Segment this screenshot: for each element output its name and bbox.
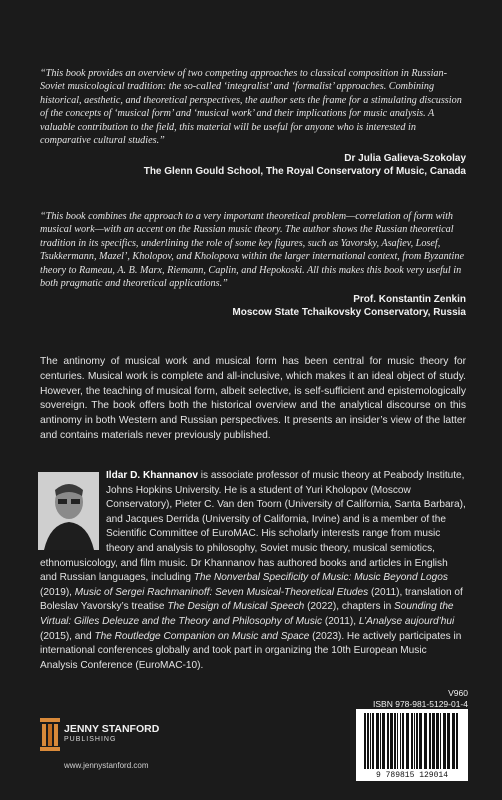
review-attribution-2 xyxy=(232,293,466,320)
bio-text: (2019), xyxy=(40,586,75,598)
reviewer-affiliation-2: Moscow State Tchaikovsky Conservatory, Russia xyxy=(232,307,466,319)
review-quote-2: “This book combines the approach to a very important theoretical problem—correlation of form with musical work—with an accent on the Russian music theory. The author shows the Russian theoretical tradition in its specifics, underlining the role of some key figures, such as Yavorsky, Asafiev, Losef, Tsukkermann, Mazel’, Kholopov, and Kholopova within the larger international context, from Byzantine theory to Rameau, A. B. Marx, Riemann, Caplin, and Hepokoski. All this makes this book very useful in both pragmatic and theoretical applications.” xyxy=(40,211,464,290)
barcode-bar xyxy=(382,713,385,769)
barcode-bar xyxy=(376,713,379,769)
barcode-bar xyxy=(416,713,418,769)
reviewer-name-1: Dr Julia Galieva-Szokolay xyxy=(344,153,466,164)
publisher-subtitle: PUBLISHING xyxy=(64,736,117,743)
reviewer-name-2: Prof. Konstantin Zenkin xyxy=(353,294,466,305)
barcode-bar xyxy=(372,713,374,769)
barcode-bar xyxy=(394,713,396,769)
bio-book-title: Music of Sergei Rachmaninoff: Seven Musical-Theoretical Etudes xyxy=(74,586,369,598)
barcode-bar xyxy=(402,713,404,769)
review-quote-1: “This book provides an overview of two competing approaches to classical composition in Russian-Soviet musicological tradition: the so-called ‘integralist’ and ‘formalist’ approaches. Combining historical, aesthetic, and theoretical perspectives, the author sets the frame for a stimulating discussion of the concepts of ‘musical form’ and ‘musical work’ and their implications for music analysis. A valuable contribution to the field, this material will be useful for anyone who is interested in comparative cultural studies.” xyxy=(40,68,462,147)
review-attribution-1 xyxy=(144,152,466,179)
barcode-bar xyxy=(432,713,435,769)
barcode-bar xyxy=(406,713,409,769)
barcode xyxy=(356,709,468,771)
barcode-bar xyxy=(429,713,431,769)
barcode-bar xyxy=(387,713,389,769)
publisher-url[interactable]: www.jennystanford.com xyxy=(64,761,149,770)
reviewer-affiliation-1: The Glenn Gould School, The Royal Conservatory of Music, Canada xyxy=(143,166,466,178)
bio-text: (2011), xyxy=(322,615,359,627)
author-name: Ildar D. Khannanov xyxy=(106,470,198,481)
barcode-bar xyxy=(414,713,415,769)
barcode-bar xyxy=(440,713,441,769)
barcode-bar xyxy=(452,713,455,769)
book-description: The antinomy of musical work and musical form has been central for music theory for centuries. Musical work is complete and all-inclusive, which makes it an ideal object of study. However, the teaching of musical form, albeit selective, is self-sufficient and epistemologically sovereign. The book offers both the historical overview and the analytical discourse on this antinomy in both Western and Russian perspectives. It presents an insider’s view of the latter and contains materials never previously published. xyxy=(40,356,466,441)
barcode-bar xyxy=(390,713,393,769)
price-code: V960 xyxy=(448,688,468,698)
isbn: ISBN 978-981-5129-01-4 xyxy=(373,699,468,709)
photo-spacer xyxy=(40,469,106,549)
bio-text: (2023). He actively participates in international conferences globally and took part in organizing the 10th European Music Analysis Conference (EuroMAC-10). xyxy=(40,630,462,671)
barcode-bar xyxy=(380,713,381,769)
barcode-bar xyxy=(364,713,366,769)
bio-text: is associate professor of music theory at Peabody Institute, Johns Hopkins University. He is a student of Yuri Kholopov (Moscow Conservatory), Pieter C. Van den Toorn (University of California, Santa Barbara), and Jacques Derrida (University of California, Irvine) and is a member of the Scientific Committee of EuroMAC. His scholarly interests range from music theory and analysis to philosophy, Soviet music theory, musical semiotics, ethnomusicology, and film music. Dr Khannanov has authored books and articles in English and Russian languages, including xyxy=(40,470,466,584)
barcode-bar xyxy=(419,713,422,769)
bio-text: (2022), chapters in xyxy=(304,601,395,613)
barcode-digits: 9 789815 129014 xyxy=(356,771,468,781)
bio-book-title: Sounding the Virtual: Gilles Deleuze and the Theory and Philosophy of Music xyxy=(40,601,454,627)
bio-book-title: The Design of Musical Speech xyxy=(167,601,305,613)
barcode-bar xyxy=(370,713,371,769)
author-bio xyxy=(40,469,466,673)
bio-text: (2011), translation of Boleslav Yavorsky’s treatise xyxy=(40,586,463,613)
bio-book-title: L’Analyse aujourd’hui xyxy=(358,615,455,627)
barcode-bar xyxy=(367,713,369,769)
barcode-bar xyxy=(436,713,439,769)
bio-book-title: The Routledge Companion on Music and Space xyxy=(94,630,310,642)
bio-text: (2015), and xyxy=(40,630,95,642)
barcode-bar xyxy=(424,713,427,769)
publisher-logo-icon xyxy=(40,718,60,757)
bio-book-title: The Nonverbal Specificity of Music: Music Beyond Logos xyxy=(193,572,448,584)
barcode-bar xyxy=(456,713,458,769)
barcode-bar xyxy=(400,713,401,769)
barcode-bar xyxy=(411,713,413,769)
barcode-bar xyxy=(447,713,450,769)
barcode-bar xyxy=(397,713,398,769)
barcode-bar xyxy=(443,713,446,769)
publisher-name: JENNY STANFORD xyxy=(64,723,160,735)
